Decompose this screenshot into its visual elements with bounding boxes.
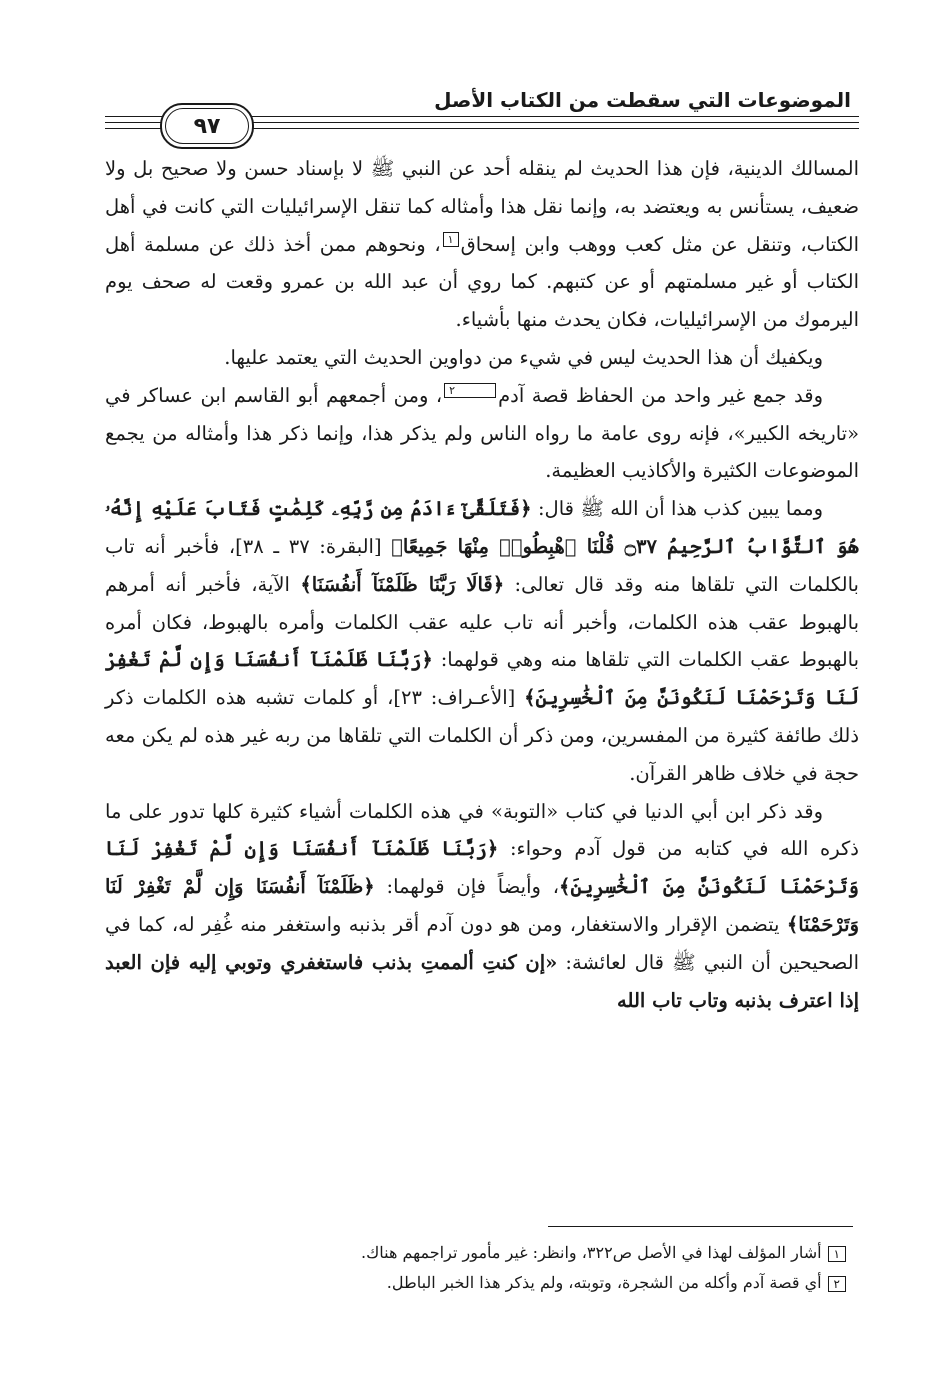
p1-text-1: المسالك الدينية، فإن هذا الحديث لم ينقله أحد عن النبي ﷺ لا بإسناد حسن ولا صحيح بل ولا ضعيف، يستأنس به ويعتضد به، وإنما نقل هذا وأمثاله كما تنقل الإسرائيليات التي كانت في أهل الكتاب، وتنقل عن مثل كعب ووهب وابن إسحاق xyxy=(105,157,859,256)
p4-text-4: [الأعـراف: ٢٣]، أو كلمات تشبه هذه الكلمات ذكر ذلك طائفة كثيرة من المفسرين، ومن ذكر أن الكلمات التي تلقاها من ربه غير هذه لم يكن معه حجة في خلاف ظاهر القرآن. xyxy=(105,686,859,785)
header-rule-left-2 xyxy=(105,122,163,123)
paragraph-2: ويكفيك أن هذا الحديث ليس في شيء من دواوين الحديث التي يعتمد عليها. xyxy=(224,345,823,369)
hadith-quote: «إن كنتِ ألممتِ بذنب فاستغفري وتوبي إليه فإن العبد إذا اعترف بذنبه وتاب تاب الله xyxy=(105,950,859,1012)
paragraph-1 xyxy=(105,150,859,339)
header-rule-left-3 xyxy=(105,128,163,129)
p3-text-1: وقد جمع غير واحد من الحفاظ قصة آدم xyxy=(498,383,823,407)
p1-text-2: ، ونحوهم ممن أخذ ذلك عن مسلمة أهل الكتاب أو غير مسلمتهم أو عن كتبهم. كما روي أن عبد الله بن عمرو وقعت له صحف يوم اليرموك من الإسرائيليات، فكان يحدث منها بأشياء. xyxy=(105,232,859,332)
footnote-1-number: ١ xyxy=(828,1246,846,1262)
p4-text-3: الآية، فأخبر أنه أمرهم بالهبوط عقب هذه الكلمات، وأخبر أنه تاب عليه عقب الكلمات وأمره بالهبوط، فكان أمره بالهبوط عقب الكلمات التي تلقاها منه وهي قولهما: xyxy=(105,572,860,672)
footnote-separator xyxy=(548,1226,853,1227)
footnote-1 xyxy=(361,1238,846,1268)
quran-verse-3: ﴿رَبَّنَا ظَلَمْنَآ أَنفُسَنَا وَإِن لَّمْ تَغْفِرْ لَنَا وَتَرْحَمْنَا لَنَكُونَنَّ مِنَ ٱلْخَٰسِرِينَ﴾ xyxy=(105,648,859,710)
footnote-1-text: أشار المؤلف لهذا في الأصل ص٣٢٢، وانظر: غير مأمور تراجمهم هناك. xyxy=(361,1243,822,1262)
p3-text-2: ، ومن أجمعهم أبو القاسم ابن عساكر في «تاريخه الكبير»، فإنه روى عامة ما رواه الناس ولم يذكر هذا، وإنما ذكر هذا وأمثاله من يجمع الموضوعات الكثيرة والأكاذيب العظيمة. xyxy=(105,383,859,483)
footnote-ref-2[interactable]: ٢ xyxy=(444,383,496,398)
header-rule-top xyxy=(250,116,859,117)
header-rule-left-1 xyxy=(105,116,163,117)
header-rule-bottom xyxy=(250,128,859,129)
footnote-2-number: ٢ xyxy=(828,1276,846,1292)
paragraph-5 xyxy=(105,793,859,1020)
quran-verse-4: ﴿رَبَّنَا ظَلَمْنَآ أَنفُسَنَا وَإِن لَّمْ تَغْفِرْ لَنَا وَتَرْحَمْنَا لَنَكُونَنَّ مِنَ ٱلْخَٰسِرِينَ﴾ xyxy=(105,837,859,899)
p5-text-1: وقد ذكر ابن أبي الدنيا في كتاب «التوبة» في هذه الكلمات أشياء كثيرة كلها تدور على ما ذكره الله في كتابه من قول آدم وحواء: xyxy=(105,799,859,861)
footnote-2 xyxy=(361,1268,846,1298)
quran-verse-2: ﴿قَالَا رَبَّنَا ظَلَمْنَآ أَنفُسَنَا﴾ xyxy=(300,572,505,596)
quran-verse-5: ﴿ظَلَمْنَآ أَنفُسَنَا وَإِن لَّمْ تَغْفِرْ لَنَا وَتَرْحَمْنَا﴾ xyxy=(105,875,859,936)
page-number: ٩٧ xyxy=(193,113,221,139)
p5-text-2: ، وأيضاً فإن قولهما: xyxy=(374,875,560,899)
running-title: الموضوعات التي سقطت من الكتاب الأصل xyxy=(434,88,851,112)
footnote-ref-1[interactable]: ١ xyxy=(443,232,459,247)
footnotes xyxy=(361,1238,846,1298)
p4-text-1: ومما يبين كذب هذا أن الله ﷺ قال: xyxy=(531,497,823,521)
quran-verse-1: ﴿فَتَلَقَّىٰٓ ءَادَمُ مِن رَّبِّهِۦ كَلِمَٰتٍ فَتَابَ عَلَيْهِ إِنَّهُۥ هُوَ ٱلتَّوَّابُ ٱلرَّحِيمُ ۝٣٧ قُلْنَا ٱهْبِطُوا۟ مِنْهَا جَمِيعًا﴾ xyxy=(105,497,859,558)
paragraph-3 xyxy=(105,377,859,490)
page-number-frame xyxy=(160,103,254,149)
header-rule-mid xyxy=(250,122,859,123)
p5-text-3: يتضمن الإقرار والاستغفار، ومن هو دون آدم أقر بذنبه واستغفر منه غُفِر له، كما في الصحيحين أن النبي ﷺ قال لعائشة: xyxy=(105,912,859,974)
paragraph-4 xyxy=(105,490,859,792)
main-text xyxy=(105,150,859,1019)
p4-text-2: [البقرة: ٣٧ ـ ٣٨]، فأخبر أنه تاب بالكلمات التي تلقاها منه وقد قال تعالى: xyxy=(105,534,859,596)
footnote-2-text: أي قصة آدم وأكله من الشجرة، وتوبته، ولم يذكر هذا الخبر الباطل. xyxy=(386,1273,822,1292)
